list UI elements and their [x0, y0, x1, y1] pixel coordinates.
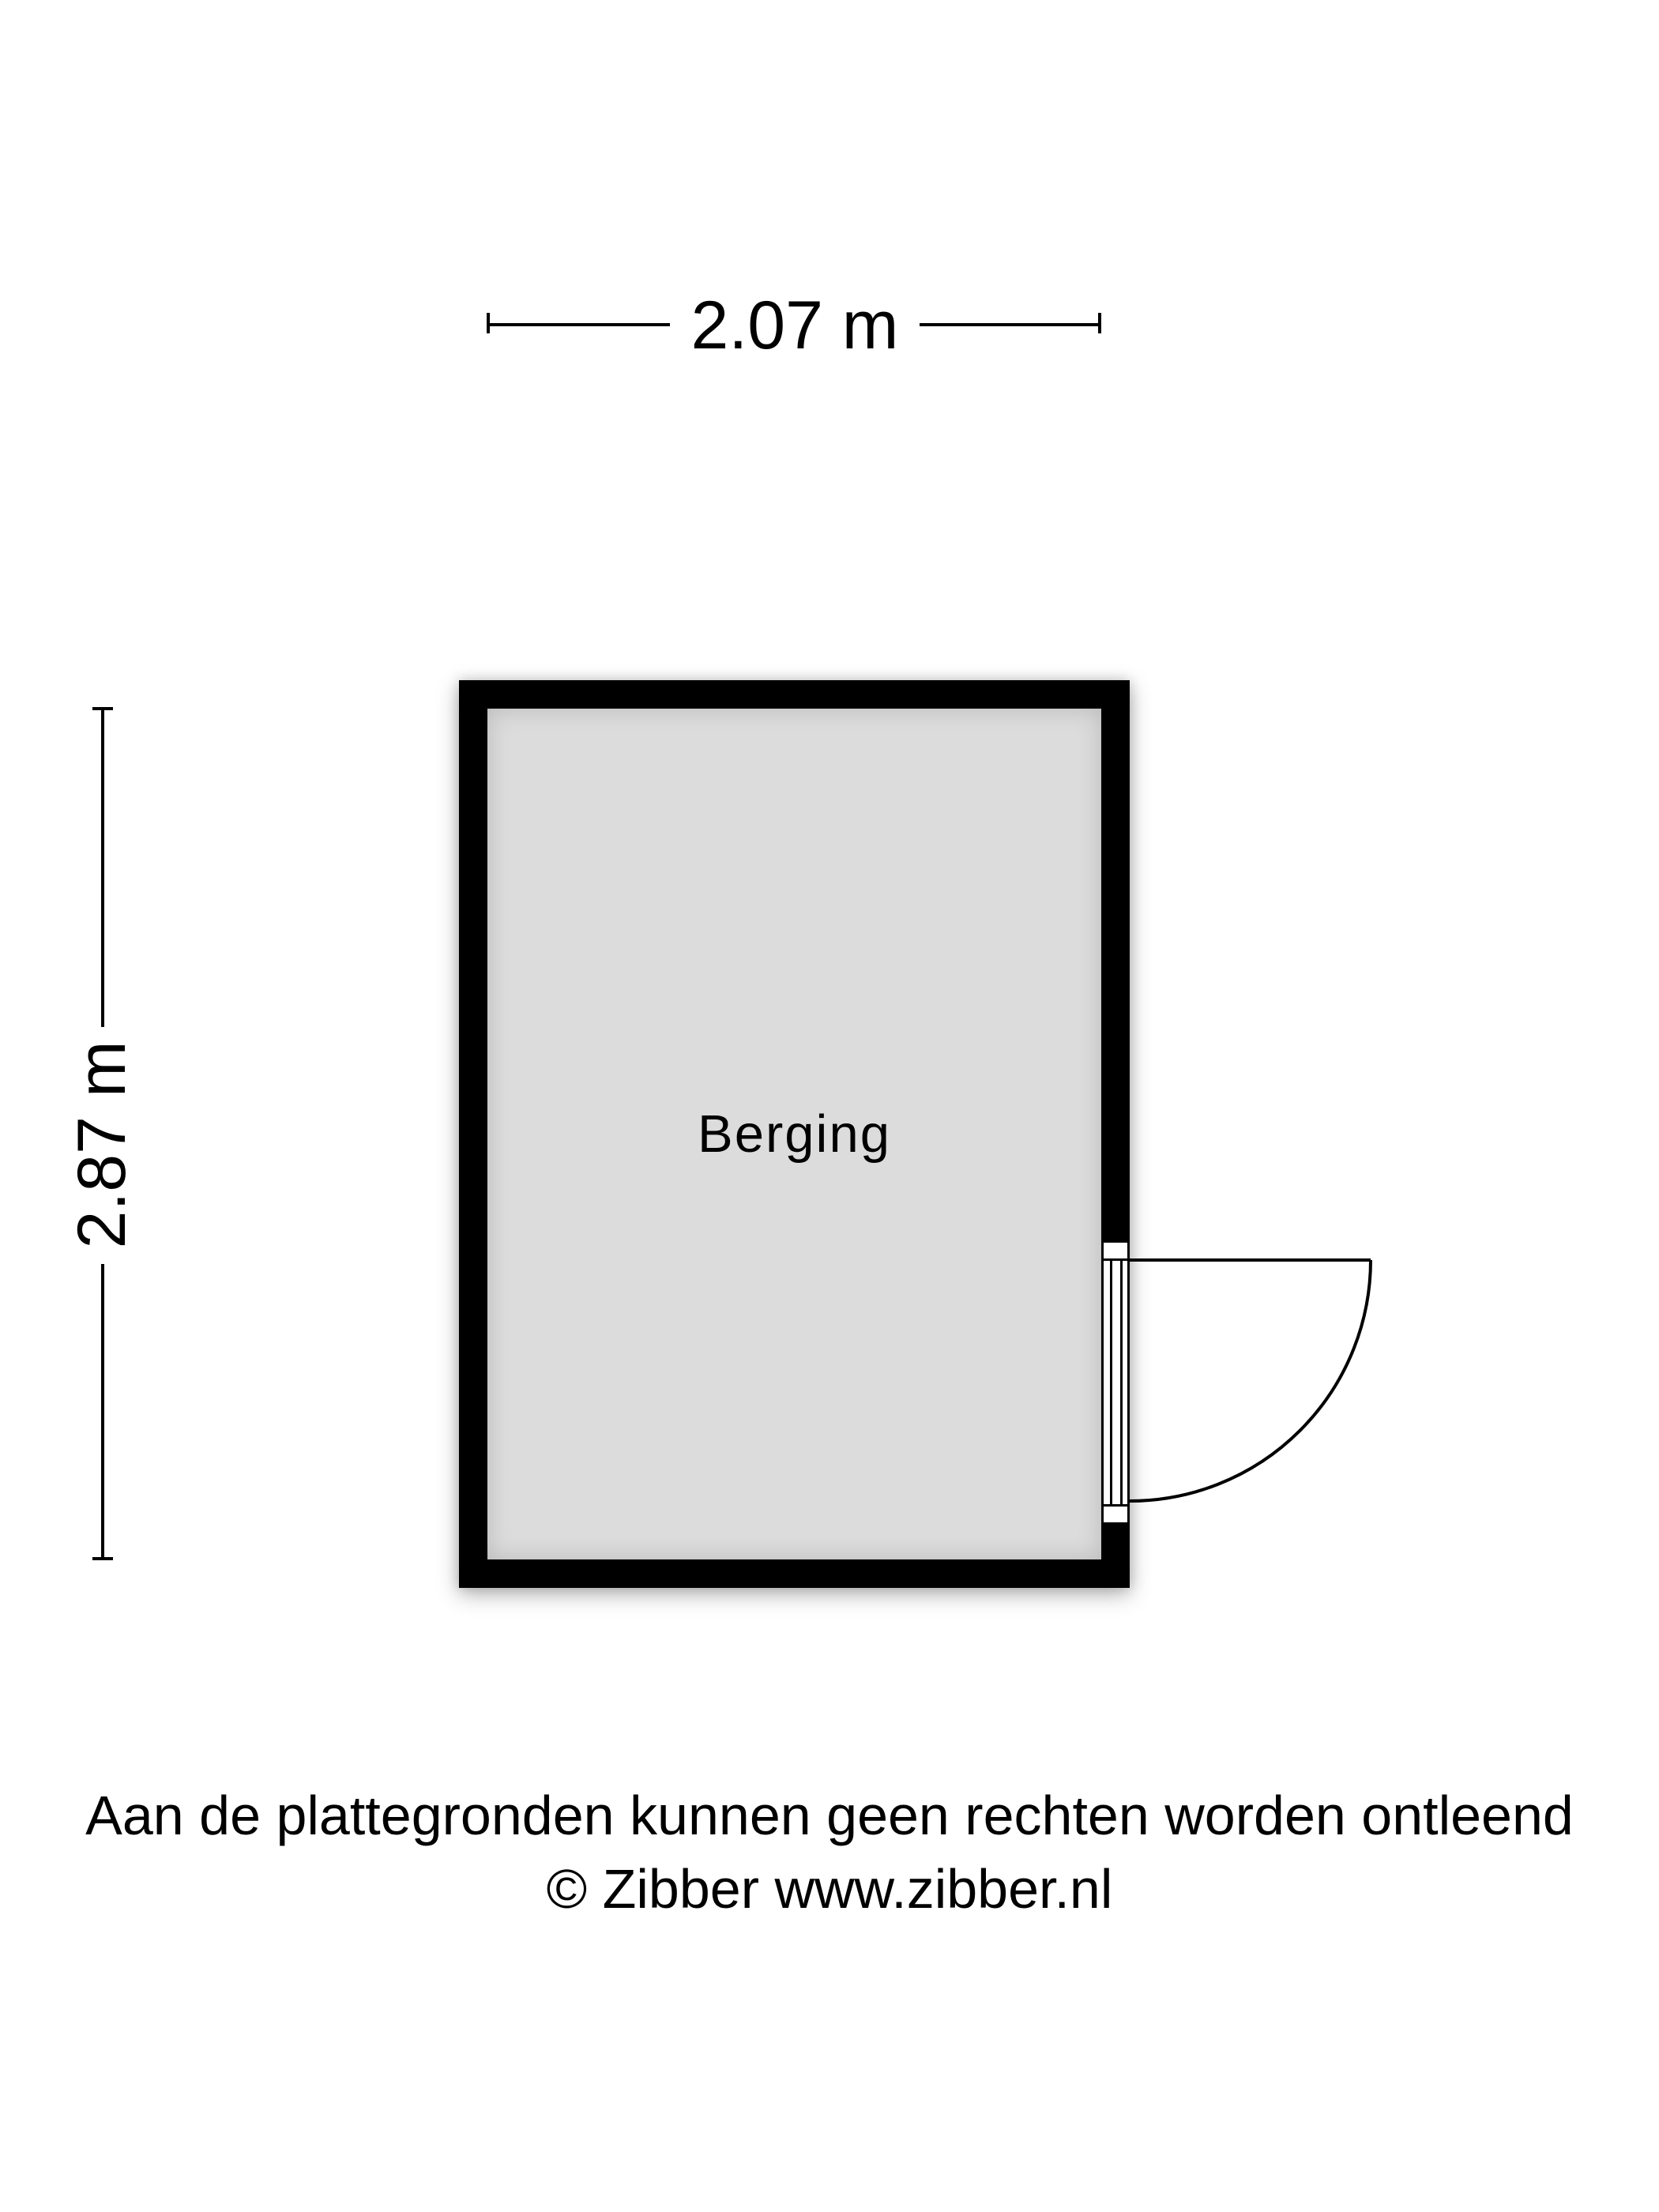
- room-name-label: Berging: [698, 1104, 891, 1164]
- footer: [0, 1779, 1659, 1926]
- door-frame-band: [1101, 1261, 1130, 1504]
- room-walls: [459, 680, 1130, 1588]
- door-swing-icon: [1128, 1231, 1381, 1509]
- door-jamb-bottom: [1101, 1504, 1130, 1525]
- height-dimension-line-bottom: [101, 1264, 104, 1560]
- height-dimension-line-top: [101, 709, 104, 1027]
- room-floor: [487, 709, 1101, 1559]
- height-dimension-bottom-tick: [92, 1557, 113, 1560]
- width-dimension-label: 2.07 m: [690, 288, 899, 363]
- disclaimer-text: Aan de plattegronden kunnen geen rechten worden ontleend: [85, 1785, 1574, 1846]
- width-dimension-line-right: [920, 323, 1100, 326]
- copyright-text: © Zibber www.zibber.nl: [546, 1858, 1113, 1920]
- height-dimension-label: 2.87 m: [64, 1040, 140, 1249]
- width-dimension-right-tick: [1098, 313, 1101, 333]
- door-arc: [1130, 1260, 1371, 1501]
- door-jamb-top: [1101, 1240, 1130, 1261]
